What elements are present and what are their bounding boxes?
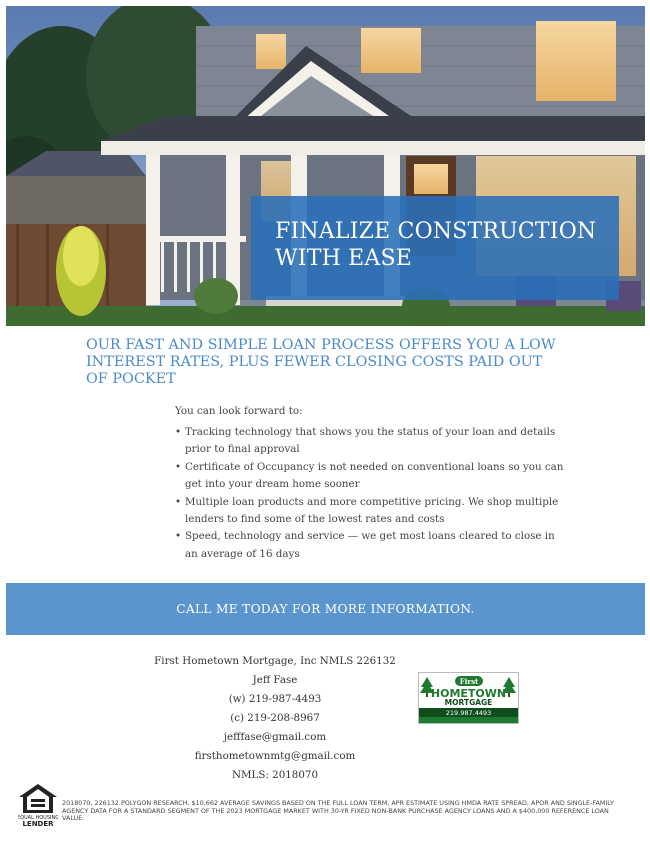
hero-banner — [251, 196, 619, 300]
email-link[interactable]: jefffase@gmail.com — [223, 731, 327, 743]
company-logo — [418, 672, 519, 724]
contact-block — [140, 652, 410, 785]
subheading: OUR FAST AND SIMPLE LOAN PROCESS OFFERS YOU A LOW INTEREST RATES, PLUS FEWER CLOSING COSTS PAID OUT OF POCKET — [86, 337, 556, 387]
disclaimer-text: 2018070, 226132.POLYGON RESEARCH. $10,662 AVERAGE SAVINGS BASED ON THE FULL LOAN TERM, APR ESTIMATE USING HMDA RATE SPREAD, APOR AND SINGLE-FAMILY AGENCY DATA FOR A STANDARD SEGMENT OF THE 2023 MORTGAGE MARKET WITH 30-YR FIXED NON-BANK PURCHASE AGENCY LOANS AND A $400,000 REFERENCE LOAN VALUE. — [62, 799, 614, 823]
work-phone[interactable]: (w) 219-987-4493 — [228, 693, 322, 705]
intro-text: You can look forward to: — [175, 405, 303, 417]
cell-phone[interactable]: (c) 219-208-8967 — [230, 712, 320, 724]
hero-title: FINALIZE CONSTRUCTION WITH EASE — [275, 219, 597, 271]
benefits-list — [175, 424, 565, 563]
list-item: • Multiple loan products and more competitive pricing. We shop multiple lenders to find some of the lowest rates and costs — [175, 494, 565, 529]
equal-housing-icon — [18, 783, 58, 827]
cta-text: CALL ME TODAY FOR MORE INFORMATION. — [176, 602, 475, 616]
logo-badge: First — [459, 677, 479, 686]
hero-image — [6, 6, 645, 326]
equal-housing-logo — [18, 783, 58, 827]
cta-banner — [6, 583, 645, 635]
list-item: • Tracking technology that shows you the status of your loan and details prior to final approval — [175, 424, 565, 459]
list-item: • Certificate of Occupancy is not needed on conventional loans so you can get into your dream home sooner — [175, 459, 565, 494]
ehl-line2: LENDER — [22, 820, 54, 827]
hometown-logo — [419, 673, 518, 723]
logo-line2: MORTGAGE — [444, 698, 493, 707]
email-link-2[interactable]: firsthometownmtg@gmail.com — [194, 750, 356, 762]
logo-phone: 219.987.4493 — [445, 709, 492, 717]
nmls-number: NMLS: 2018070 — [231, 769, 319, 781]
logo-line1: HOMETOWN — [430, 687, 507, 700]
list-item: • Speed, technology and service — we get most loans cleared to close in an average of 16 days — [175, 528, 565, 563]
ehl-line1: EQUAL HOUSING — [18, 815, 58, 821]
contact-name: Jeff Fase — [252, 674, 298, 686]
company-name: First Hometown Mortgage, Inc NMLS 226132 — [154, 655, 396, 667]
